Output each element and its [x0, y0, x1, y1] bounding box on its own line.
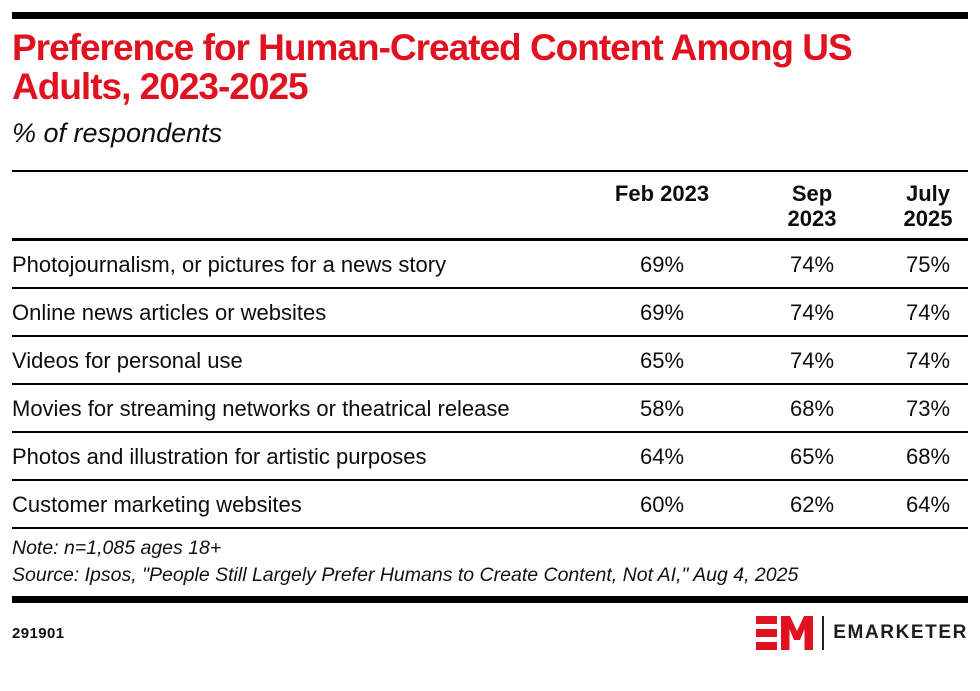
cell-value: 74%: [736, 336, 888, 384]
cell-value: 65%: [736, 432, 888, 480]
page-title-line2: Adults, 2023-2025: [12, 66, 308, 107]
cell-value: 64%: [888, 480, 968, 528]
page-title-line1: Preference for Human-Created Content Among US: [12, 27, 852, 68]
row-label: Movies for streaming networks or theatrical release: [12, 384, 588, 432]
emarketer-wordmark: EMARKETER: [833, 622, 968, 643]
footer: [12, 603, 968, 651]
table-row: [12, 480, 968, 528]
top-rule: [12, 12, 968, 19]
column-header-july-2025: [888, 171, 968, 240]
emarketer-logo: [756, 615, 968, 651]
row-label: Photojournalism, or pictures for a news story: [12, 240, 588, 289]
cell-value: 68%: [736, 384, 888, 432]
cell-value: 74%: [888, 288, 968, 336]
row-label: Videos for personal use: [12, 336, 588, 384]
source-line: Source: Ipsos, "People Still Largely Prefer Humans to Create Content, Not AI," Aug 4, 2025: [12, 564, 799, 586]
cell-value: 64%: [588, 432, 736, 480]
column-header-label: Sep 2023: [787, 181, 837, 231]
note-line: Note: n=1,085 ages 18+: [12, 537, 222, 559]
row-label: Photos and illustration for artistic purposes: [12, 432, 588, 480]
cell-value: 75%: [888, 240, 968, 289]
chart-subtitle: % of respondents: [12, 118, 223, 148]
cell-value: 74%: [888, 336, 968, 384]
cell-value: 62%: [736, 480, 888, 528]
column-header-label: Feb 2023: [614, 181, 710, 206]
cell-value: 68%: [888, 432, 968, 480]
cell-value: 60%: [588, 480, 736, 528]
table-row: [12, 240, 968, 289]
footnotes: [12, 535, 968, 589]
row-label: Online news articles or websites: [12, 288, 588, 336]
em-monogram-icon: [756, 615, 814, 651]
cell-value: 58%: [588, 384, 736, 432]
table-row: [12, 288, 968, 336]
cell-value: 74%: [736, 288, 888, 336]
table-row: [12, 336, 968, 384]
cell-value: 69%: [588, 288, 736, 336]
cell-value: 74%: [736, 240, 888, 289]
column-header-sep-2023: [736, 171, 888, 240]
column-header-feb-2023: [588, 171, 736, 240]
column-header-blank: [12, 171, 588, 240]
cell-value: 65%: [588, 336, 736, 384]
cell-value: 73%: [888, 384, 968, 432]
table-row: [12, 432, 968, 480]
row-label: Customer marketing websites: [12, 480, 588, 528]
chart-page: [0, 12, 980, 651]
column-header-label: July 2025: [903, 181, 953, 231]
logo-divider: [822, 616, 824, 650]
table-row: [12, 384, 968, 432]
bottom-rule: [12, 596, 968, 603]
cell-value: 69%: [588, 240, 736, 289]
page-title: [12, 28, 968, 106]
data-table: [12, 170, 968, 529]
table-header-row: [12, 171, 968, 240]
chart-id: 291901: [12, 624, 65, 642]
